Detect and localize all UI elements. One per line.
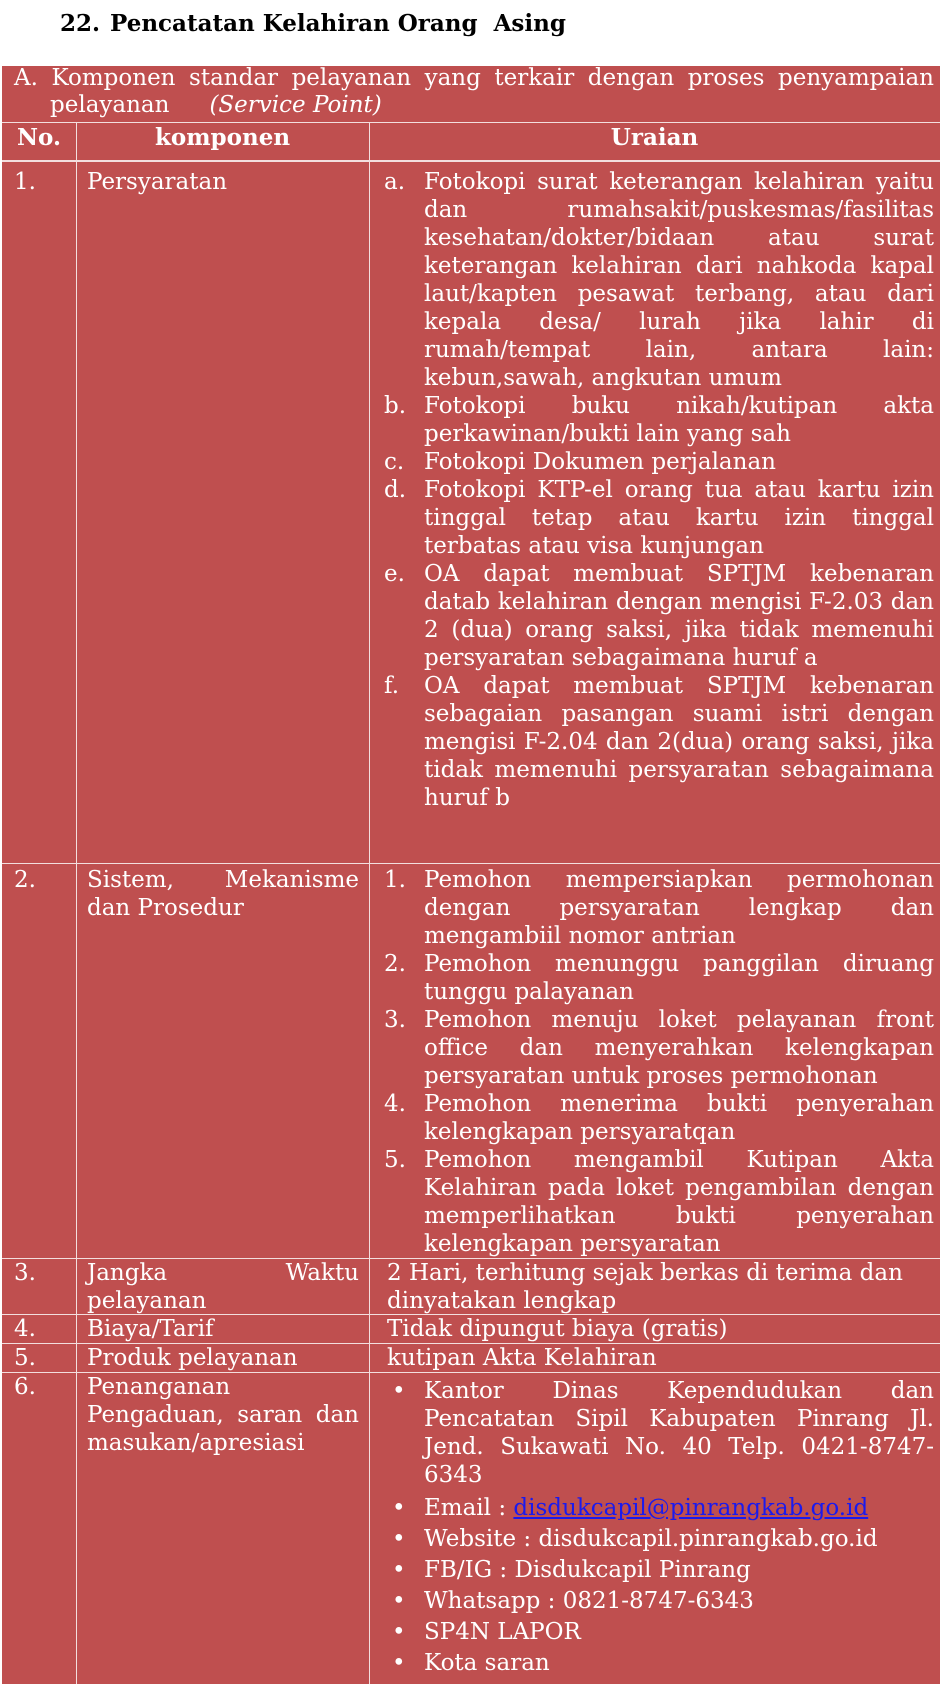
row-komponen: Sistem, Mekanisme dan Prosedur (87, 867, 359, 921)
list-item (384, 1146, 934, 1258)
section-title (14, 65, 934, 119)
list-item (384, 392, 934, 448)
bullet-icon: • (392, 1650, 406, 1676)
list-text: Fotokopi Dokumen perjalanan (424, 449, 776, 475)
service-table (2, 66, 940, 1684)
col-header-komponen: komponen (154, 124, 291, 151)
row-komponen: Jangka Waktu pelayanan (87, 1260, 359, 1314)
list-marker: 1. (384, 867, 406, 893)
table-row-produk (2, 1343, 940, 1373)
email-link[interactable]: disdukcapil@pinrangkab.go.id (513, 1495, 869, 1521)
list-marker: 5. (384, 1147, 406, 1173)
email-label: Email : (424, 1495, 514, 1521)
row-number: 4. (14, 1316, 36, 1342)
list-item (384, 560, 934, 672)
table-row-jangka-waktu (2, 1258, 940, 1315)
row-number: 3. (14, 1260, 36, 1286)
section-title-line2 (14, 92, 934, 119)
list-marker: 3. (384, 1007, 406, 1033)
list-item (384, 866, 934, 950)
list-marker: 4. (384, 1091, 406, 1117)
list-item (384, 1525, 934, 1553)
table-row-biaya (2, 1314, 940, 1344)
bullet-icon: • (392, 1557, 406, 1583)
section-title-service-point: (Service Point) (209, 92, 382, 118)
bullet-icon: • (392, 1619, 406, 1645)
bullet-icon: • (392, 1495, 406, 1521)
section-header-row (2, 66, 940, 122)
list-item (384, 672, 934, 812)
list-marker: c. (384, 449, 405, 475)
row-komponen: Persyaratan (87, 169, 228, 195)
list-text: Whatsapp : 0821-8747-6343 (424, 1588, 754, 1614)
row-number: 1. (14, 169, 36, 195)
row-number: 6. (14, 1374, 36, 1400)
list-text: Pemohon menunggu panggilan diruang tunggu palayanan (424, 951, 934, 1005)
list-text: OA dapat membuat SPTJM kebenaran datab kelahiran dengan mengisi F-2.03 dan 2 (dua) orang saksi, jika tidak memenuhi persyaratan sebagaimana huruf a (424, 561, 934, 671)
row-uraian: 2 Hari, terhitung sejak berkas di terima dan dinyatakan lengkap (387, 1260, 903, 1314)
list-text: Pemohon menerima bukti penyerahan kelengkapan persyaratqan (424, 1091, 934, 1145)
row-uraian (384, 1377, 934, 1680)
list-item (384, 1377, 934, 1489)
table-row-prosedur (2, 863, 940, 1259)
list-item (384, 1006, 934, 1090)
list-marker: 2. (384, 951, 406, 977)
list-text: Fotokopi surat keterangan kelahiran yaitu dan rumahsakit/puskesmas/fasilitas kesehatan/dokter/bidaan atau surat keterangan kelahiran dari nahkoda kapal laut/kapten pesawat terbang, atau dari kepala desa/ lurah jika lahir di rumah/tempat lain, antara lain: kebun,sawah, angkutan umum (424, 169, 934, 391)
page-heading (60, 10, 566, 37)
row-komponen: Biaya/Tarif (87, 1316, 214, 1342)
list-text: Pemohon mengambil Kutipan Akta Kelahiran pada loket pengambilan dengan memperlihatkan bukti penyerahan kelengkapan persyaratan (424, 1147, 934, 1257)
list-item (384, 1587, 934, 1615)
list-item (384, 168, 934, 392)
list-marker: e. (384, 561, 405, 587)
table-row-persyaratan (2, 163, 940, 863)
section-title-line1: A. Komponen standar pelayanan yang terkair dengan proses penyampaian (14, 65, 934, 91)
list-item (384, 1649, 934, 1677)
list-text: Kota saran (424, 1650, 550, 1676)
list-text: Fotokopi buku nikah/kutipan akta perkawinan/bukti lain yang sah (424, 393, 934, 447)
list-text: Pemohon menuju loket pelayanan front office dan menyerahkan kelengkapan persyaratan untuk proses permohonan (424, 1007, 934, 1089)
list-item (384, 1618, 934, 1646)
bullet-icon: • (392, 1378, 406, 1404)
section-title-pelayanan: pelayanan (50, 92, 170, 118)
bullet-icon: • (392, 1588, 406, 1614)
list-text: Fotokopi KTP-el orang tua atau kartu izin tinggal tetap atau kartu izin tinggal terbatas atau visa kunjungan (424, 477, 934, 559)
heading-number: 22. (60, 10, 101, 37)
list-text: Website : disdukcapil.pinrangkab.go.id (424, 1526, 878, 1552)
row-number: 2. (14, 867, 36, 893)
row-uraian (384, 168, 934, 812)
row-uraian: kutipan Akta Kelahiran (387, 1345, 657, 1371)
heading-title: Pencatatan Kelahiran Orang Asing (110, 10, 566, 37)
list-item (384, 1494, 934, 1522)
col-header-no: No. (17, 124, 61, 151)
list-text: FB/IG : Disdukcapil Pinrang (424, 1557, 751, 1583)
list-marker: b. (384, 393, 407, 419)
list-text: Pemohon mempersiapkan permohonan dengan persyaratan lengkap dan mengambiil nomor antrian (424, 867, 934, 949)
row-number: 5. (14, 1345, 36, 1371)
list-text: Kantor Dinas Kependudukan dan Pencatatan Sipil Kabupaten Pinrang Jl. Jend. Sukawati No. 40 Telp. 0421-8747-6343 (424, 1378, 934, 1488)
list-text: OA dapat membuat SPTJM kebenaran sebagaian pasangan suami istri dengan mengisi F-2.04 dan 2(dua) orang saksi, jika tidak memenuhi persyaratan sebagaimana huruf b (424, 673, 934, 811)
table-row-pengaduan (2, 1372, 940, 1685)
list-item (384, 1556, 934, 1584)
row-uraian (384, 866, 934, 1258)
list-marker: f. (384, 673, 400, 699)
bullet-icon: • (392, 1526, 406, 1552)
list-text: SP4N LAPOR (424, 1619, 581, 1645)
row-uraian: Tidak dipungut biaya (gratis) (387, 1316, 728, 1342)
list-item (384, 476, 934, 560)
col-header-uraian: Uraian (610, 124, 699, 151)
row-komponen: Penanganan Pengaduan, saran dan masukan/apresiasi (87, 1374, 359, 1456)
list-marker: d. (384, 477, 407, 503)
header-double-line (2, 160, 940, 162)
list-item (384, 448, 934, 476)
list-item (384, 950, 934, 1006)
list-marker: a. (384, 169, 406, 195)
list-item (384, 1090, 934, 1146)
row-komponen: Produk pelayanan (87, 1345, 298, 1371)
column-header-row (2, 122, 940, 163)
